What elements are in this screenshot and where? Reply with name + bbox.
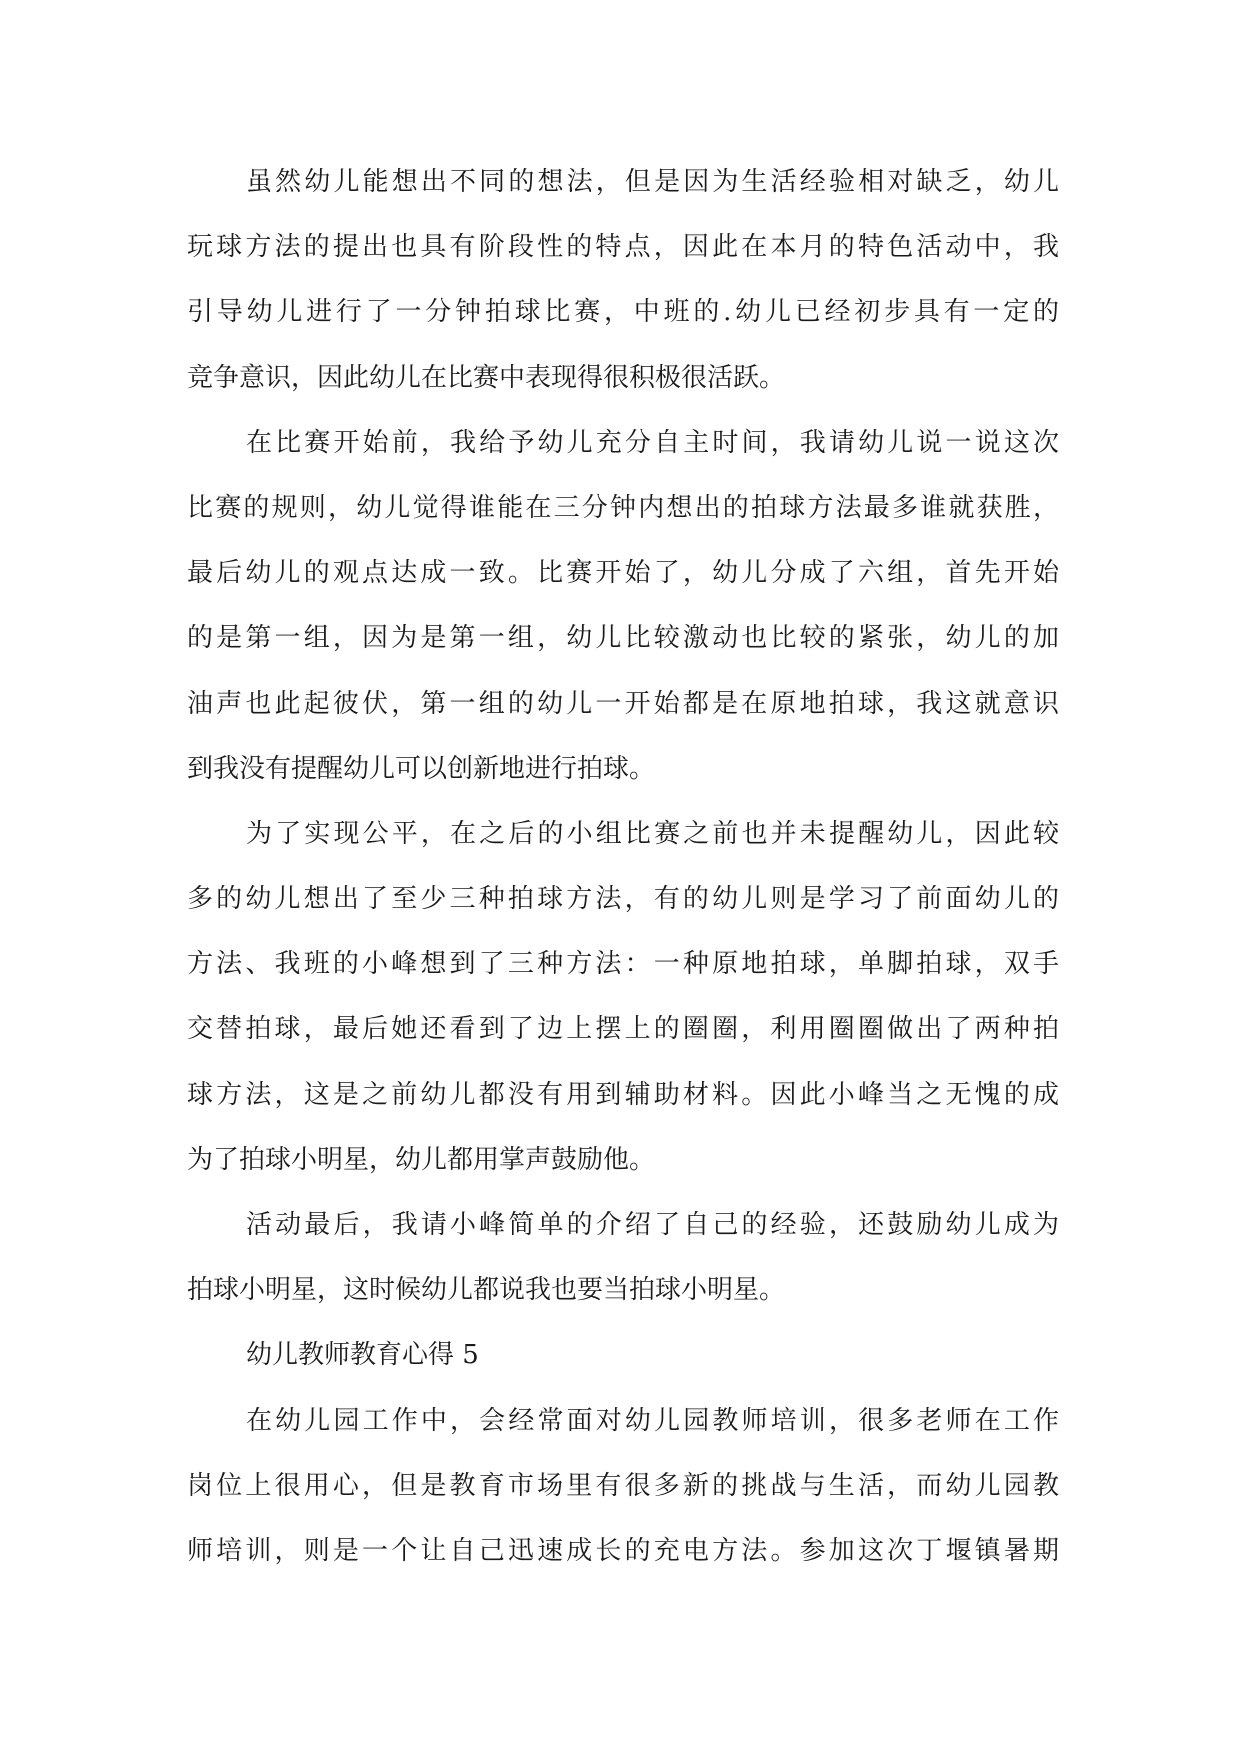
text-line: 油声也此起彼伏，第一组的幼儿一开始都是在原地拍球，我这就意识 [187, 688, 1059, 719]
text-line: 玩球方法的提出也具有阶段性的特点，因此在本月的特色活动中，我 [187, 232, 1059, 263]
text-line: 到我没有提醒幼儿可以创新地进行拍球。 [187, 753, 656, 784]
text-line: 竞争意识，因此幼儿在比赛中表现得很积极很活跃。 [187, 362, 786, 393]
text-line: 活动最后，我请小峰简单的介绍了自己的经验，还鼓励幼儿成为 [246, 1210, 1059, 1240]
paragraph [187, 417, 1059, 808]
text-line: 比赛的规则，幼儿觉得谁能在三分钟内想出的拍球方法最多谁就获胜， [187, 492, 1059, 523]
text-line: 方法、我班的小峰想到了三种方法：一种原地拍球，单脚拍球，双手 [187, 949, 1059, 980]
section-heading [187, 1329, 1059, 1394]
text-line: 岗位上很用心，但是教育市场里有很多新的挑战与生活，而幼儿园教 [187, 1470, 1059, 1501]
document-body [187, 156, 1059, 1590]
text-line: 为了拍球小明星，幼儿都用掌声鼓励他。 [187, 1144, 656, 1175]
text-line: 在幼儿园工作中，会经常面对幼儿园教师培训，很多老师在工作 [246, 1405, 1059, 1436]
text-line: 最后幼儿的观点达成一致。比赛开始了，幼儿分成了六组，首先开始 [187, 558, 1059, 589]
text-line: 交替拍球，最后她还看到了边上摆上的圈圈，利用圈圈做出了两种拍 [187, 1014, 1059, 1045]
text-line: 多的幼儿想出了至少三种拍球方法，有的幼儿则是学习了前面幼儿的 [187, 884, 1059, 915]
text-line: 师培训，则是一个让自己迅速成长的充电方法。参加这次丁堰镇暑期 [187, 1535, 1059, 1566]
text-line: 为了实现公平，在之后的小组比赛之前也并未提醒幼儿，因此较 [246, 818, 1059, 849]
text-line: 虽然幼儿能想出不同的想法，但是因为生活经验相对缺乏，幼儿 [246, 167, 1059, 197]
text-line: 引导幼儿进行了一分钟拍球比赛，中班的.幼儿已经初步具有一定的 [187, 297, 1059, 328]
text-line: 拍球小明星，这时候幼儿都说我也要当拍球小明星。 [187, 1275, 786, 1306]
paragraph [187, 808, 1059, 1199]
text-line: 球方法，这是之前幼儿都没有用到辅助材料。因此小峰当之无愧的成 [187, 1079, 1059, 1110]
text-line: 的是第一组，因为是第一组，幼儿比较激动也比较的紧张，幼儿的加 [187, 623, 1059, 654]
paragraph [187, 1199, 1059, 1329]
paragraph [187, 156, 1059, 417]
text-line: 在比赛开始前，我给予幼儿充分自主时间，我请幼儿说一说这次 [246, 427, 1059, 458]
paragraph [187, 1395, 1059, 1591]
heading-text: 幼儿教师教育心得 5 [246, 1340, 479, 1371]
